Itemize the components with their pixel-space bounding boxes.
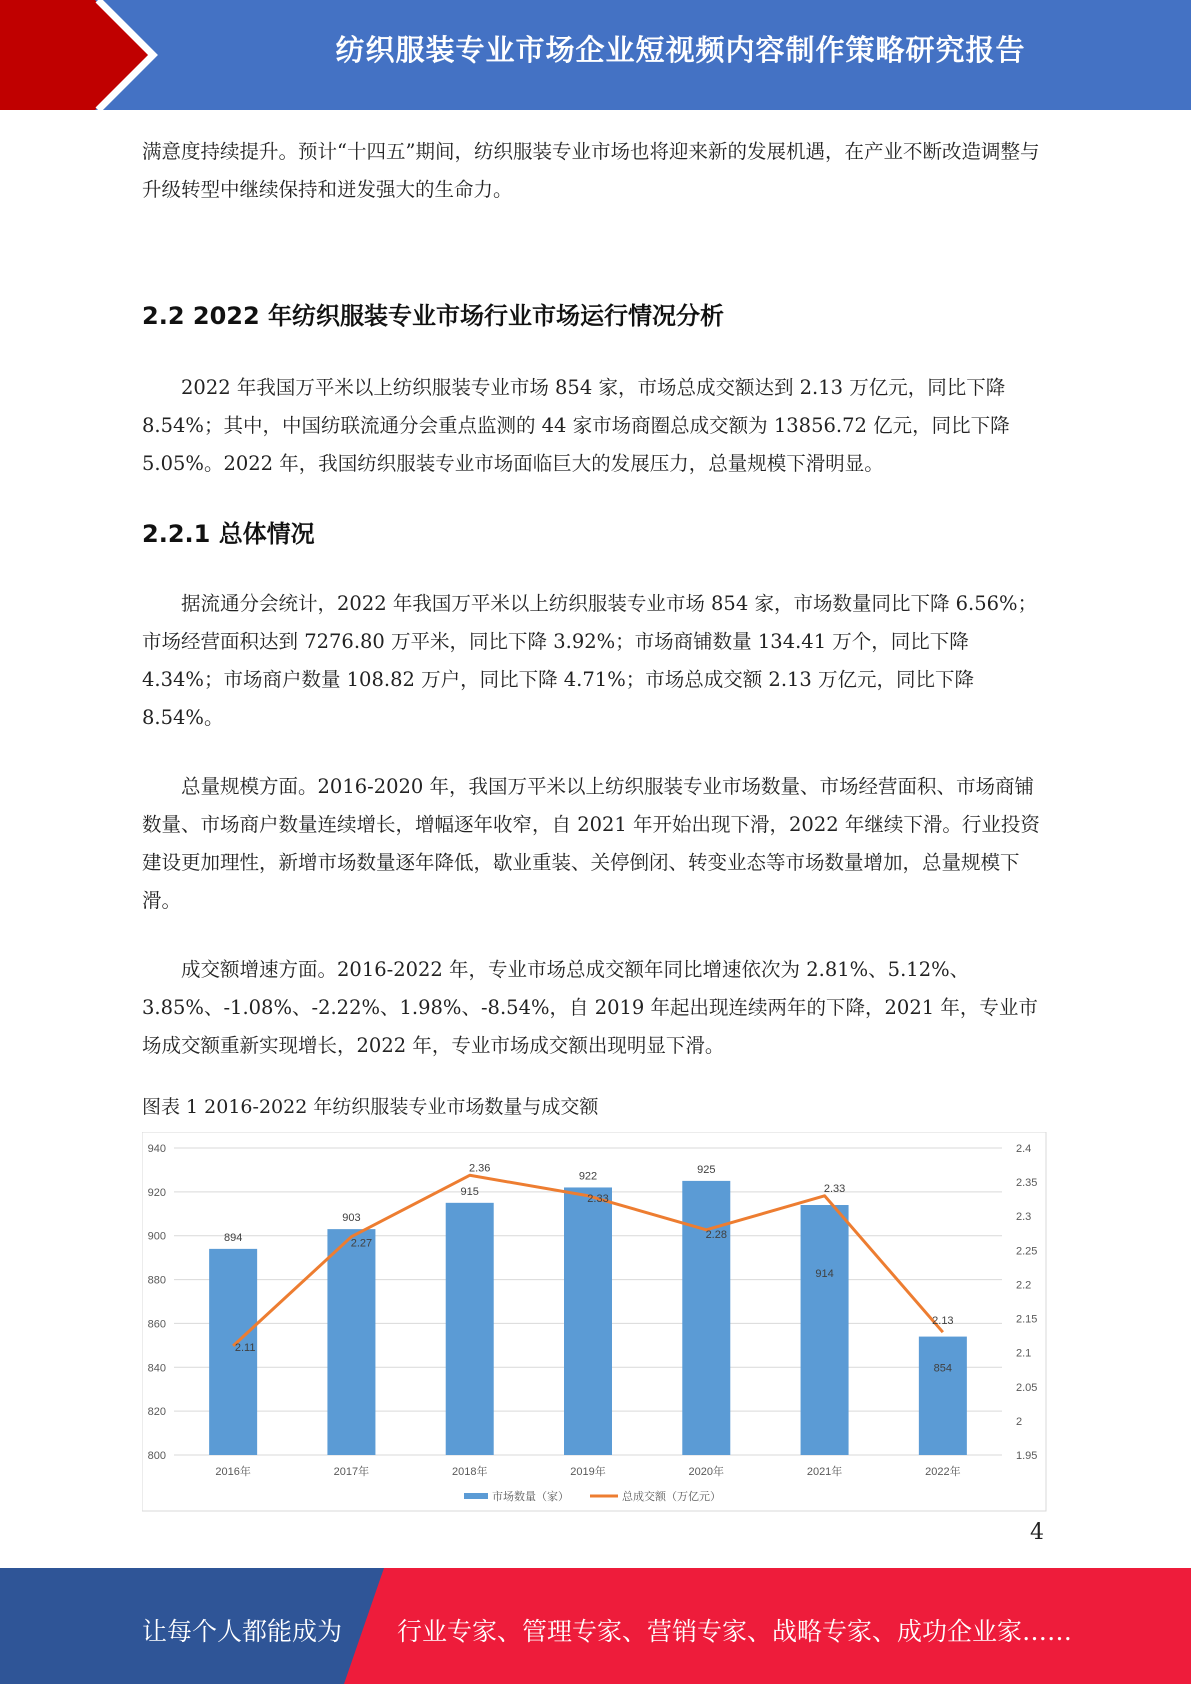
line-data-label: 2.11: [234, 1341, 256, 1354]
x-tick-label: 2020年: [688, 1466, 725, 1478]
y-left-tick-label: 900: [147, 1230, 166, 1243]
bar: [801, 1205, 849, 1455]
paragraph-intro: 满意度持续提升。预计“十四五”期间，纺织服装专业市场也将迎来新的发展机遇，在产业不断改造调整与升级转型中继续保持和迸发强大的生命力。: [142, 140, 1040, 201]
y-left-tick-label: 920: [147, 1186, 166, 1199]
y-left-tick-label: 880: [147, 1274, 166, 1287]
report-title: 纺织服装专业市场企业短视频内容制作策略研究报告: [335, 33, 1026, 67]
x-tick-label: 2016年: [215, 1466, 251, 1478]
line-data-label: 2.33: [823, 1182, 846, 1195]
x-tick-label: 2017年: [333, 1466, 370, 1478]
bar-data-label: 894: [223, 1231, 243, 1244]
y-right-tick-label: 2.2: [1016, 1279, 1032, 1292]
y-right-tick-label: 1.95: [1016, 1450, 1038, 1462]
page-number: 4: [1030, 1520, 1044, 1545]
bar: [564, 1187, 612, 1455]
x-tick-label: 2019年: [570, 1466, 606, 1478]
paragraph-statistics: 据流通分会统计，2022 年我国万平米以上纺织服装专业市场 854 家，市场数量同比下降 6.56%；市场经营面积达到 7276.80 万平米，同比下降 3.92%；市场商铺数量 134.41 万个，同比下降 4.34%；市场商户数量 108.82 万户，同比下降 4.71%；市场总成交额 2.13 万亿元，同比下降 8.54%。: [142, 592, 1038, 729]
bar: [446, 1203, 494, 1455]
bar-data-label: 915: [460, 1185, 479, 1198]
legend-swatch-bar: [464, 1493, 488, 1499]
line-data-label: 2.28: [705, 1228, 727, 1241]
y-left-tick-label: 820: [147, 1406, 166, 1419]
paragraph-growth-rate: 成交额增速方面。2016-2022 年，专业市场总成交额年同比增速依次为 2.81%、5.12%、3.85%、-1.08%、-2.22%、1.98%、-8.54%，自 2019 年起出现连续两年的下降，2021 年，专业市场成交额重新实现增长，2022 年，专业市场成交额出现明显下滑。: [142, 958, 1038, 1057]
line-data-label: 2.13: [932, 1315, 954, 1328]
y-left-tick-label: 860: [147, 1318, 166, 1331]
y-right-tick-label: 2.35: [1016, 1177, 1038, 1190]
line-data-label: 2.36: [469, 1162, 491, 1175]
y-left-tick-label: 940: [147, 1143, 166, 1155]
bar-data-label: 854: [933, 1362, 953, 1375]
bar-data-label: 914: [815, 1268, 834, 1281]
x-tick-label: 2021年: [806, 1466, 843, 1478]
legend-label-market-count: 市场数量（家）: [492, 1491, 569, 1503]
x-tick-label: 2022年: [925, 1466, 961, 1478]
y-right-tick-label: 2.3: [1016, 1211, 1032, 1224]
legend-label-turnover: 总成交额（万亿元）: [622, 1491, 721, 1503]
y-right-tick-label: 2.25: [1016, 1245, 1038, 1258]
x-tick-label: 2018年: [451, 1466, 488, 1478]
bar: [919, 1337, 967, 1455]
y-right-tick-label: 2.05: [1016, 1381, 1038, 1394]
bar: [682, 1181, 730, 1455]
footer-slogan-left: 让每个人都能成为: [142, 1617, 343, 1646]
header-arrow-decoration: [0, 0, 220, 110]
bar: [327, 1229, 375, 1455]
page-header: [0, 0, 1191, 110]
bar-data-label: 922: [578, 1170, 598, 1183]
paragraph-total-scale: 总量规模方面。2016-2020 年，我国万平米以上纺织服装专业市场数量、市场经营面积、市场商铺数量、市场商户数量连续增长，增幅逐年收窄，自 2021 年开始出现下滑，2022 年继续下滑。行业投资建设更加理性，新增市场数量逐年降低，歇业重装、关停倒闭、转变业态等市场数量增加，总量规模下滑。: [142, 775, 1040, 912]
y-right-tick-label: 2: [1016, 1415, 1023, 1428]
bar-data-label: 903: [342, 1212, 361, 1225]
paragraph-2022-overview: 2022 年我国万平米以上纺织服装专业市场 854 家，市场总成交额达到 2.13 万亿元，同比下降 8.54%；其中，中国纺联流通分会重点监测的 44 家市场商圈总成交额为 13856.72 亿元，同比下降 5.05%。2022 年，我国纺织服装专业市场面临巨大的发展压力，总量规模下滑明显。: [142, 376, 1010, 475]
section-heading-2-2-1: 2.2.1 总体情况: [142, 520, 315, 548]
line-data-label: 2.27: [350, 1237, 373, 1250]
footer-slogan-right: 行业专家、管理专家、营销专家、战略专家、成功企业家……: [397, 1617, 1073, 1646]
bar-data-label: 925: [697, 1163, 716, 1176]
y-right-tick-label: 2.4: [1016, 1143, 1032, 1155]
section-heading-2-2: 2.2 2022 年纺织服装专业市场行业市场运行情况分析: [142, 302, 725, 330]
y-left-tick-label: 800: [147, 1450, 166, 1462]
y-right-tick-label: 2.1: [1016, 1347, 1032, 1360]
market-count-and-turnover-chart: [142, 1132, 1047, 1512]
y-left-tick-label: 840: [147, 1362, 166, 1375]
figure-caption: 图表 1 2016-2022 年纺织服装专业市场数量与成交额: [142, 1096, 599, 1118]
y-right-tick-label: 2.15: [1016, 1313, 1038, 1326]
line-data-label: 2.33: [587, 1192, 609, 1205]
